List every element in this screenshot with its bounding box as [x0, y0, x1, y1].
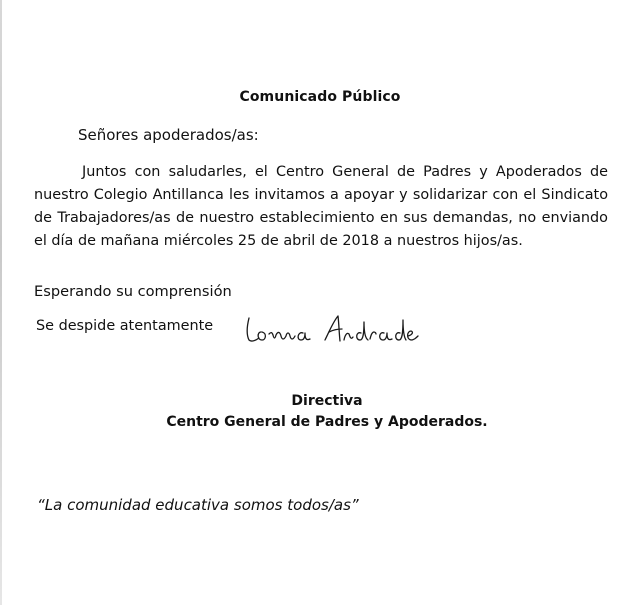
document-title: Comunicado Público: [239, 89, 401, 105]
closing-line: Esperando su comprensión: [34, 283, 232, 300]
farewell-line: Se despide atentamente: [36, 318, 214, 334]
motto: “La comunidad educativa somos todos/as”: [37, 496, 359, 514]
body-paragraph: Juntos con saludarles, el Centro General de Padres y Apoderados de nuestro Colegio Antillanca les invitamos a apoyar y solidarizar con el Sindicato de Trabajadores/as de nuestro establecimiento en sus demandas, no enviando el día de mañana miércoles 25 de abril de 2018 a nuestros hijos/as.: [34, 164, 608, 249]
signature-heading: Directiva: [291, 393, 363, 409]
handwritten-signature: [243, 310, 433, 350]
salutation: Señores apoderados/as:: [78, 126, 259, 144]
signature-organization: Centro General de Padres y Apoderados.: [166, 414, 488, 430]
